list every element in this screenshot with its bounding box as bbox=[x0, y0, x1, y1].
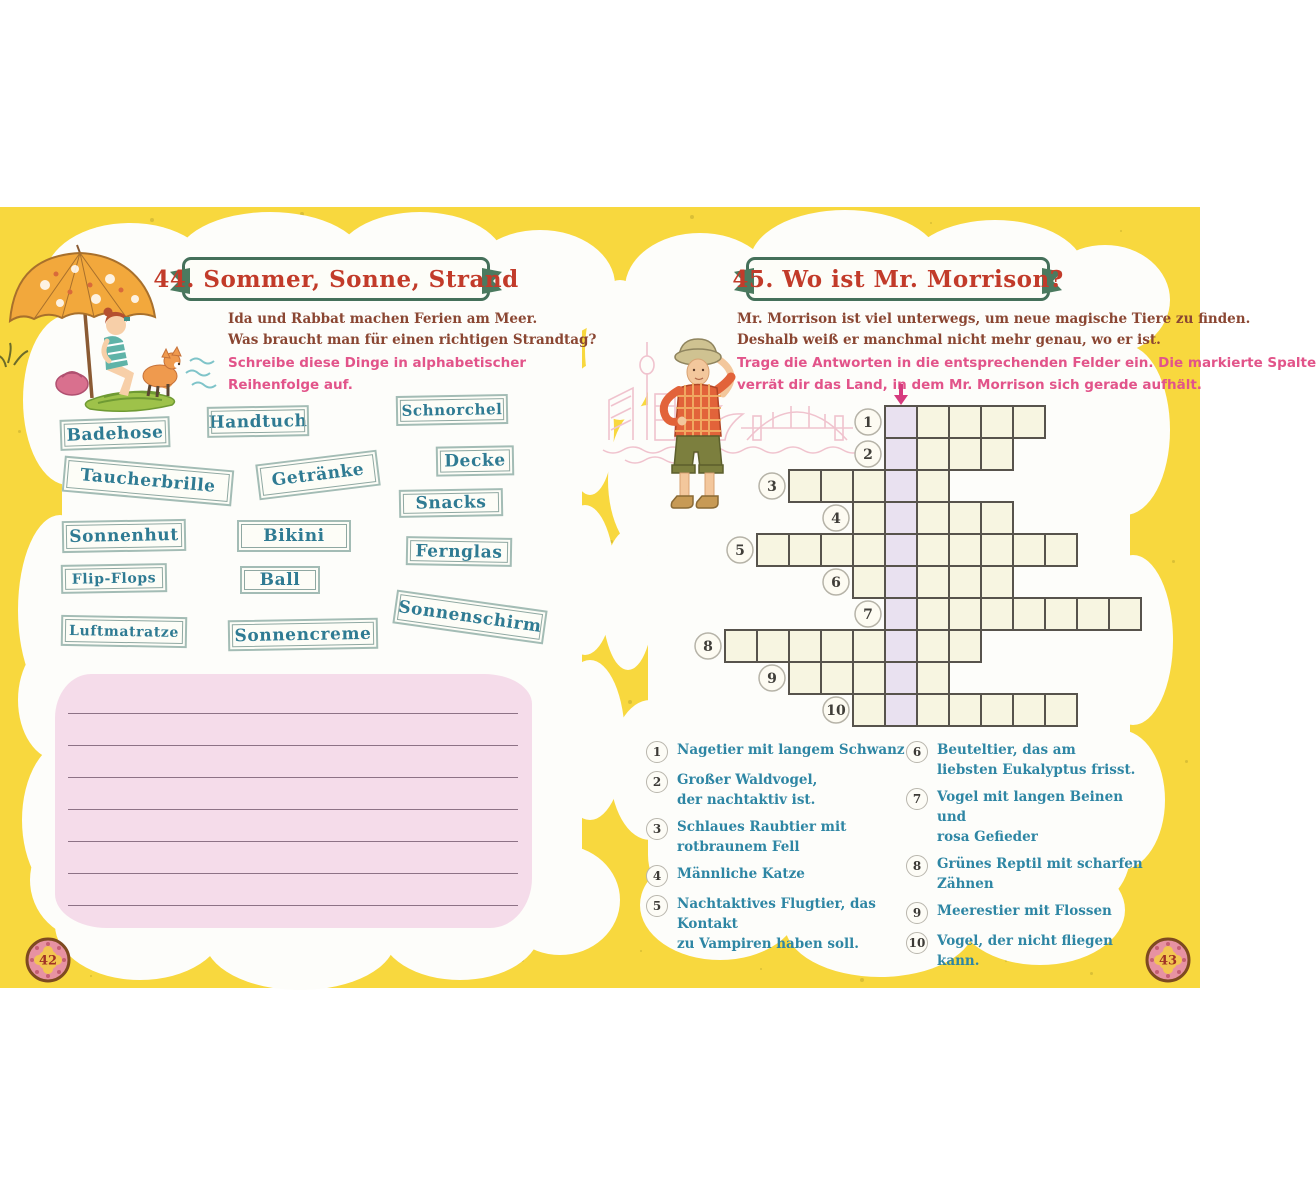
clue-number: 5 bbox=[646, 895, 668, 917]
crossword-cell-r8-c6[interactable] bbox=[885, 630, 917, 662]
clue-text: Grünes Reptil mit scharfen Zähnen bbox=[937, 856, 1143, 892]
crossword-cell-r7-c1[interactable] bbox=[885, 598, 917, 630]
crossword-cell-r3-c3[interactable] bbox=[853, 470, 885, 502]
crossword-cell-r9-c1[interactable] bbox=[789, 662, 821, 694]
crossword-cell-r8-c3[interactable] bbox=[789, 630, 821, 662]
crossword-cell-r10-c4[interactable] bbox=[949, 694, 981, 726]
clue-number: 6 bbox=[906, 741, 928, 763]
clue-item-2 bbox=[646, 770, 908, 810]
clue-text: Männliche Katze bbox=[677, 866, 805, 882]
clue-item-4 bbox=[646, 864, 908, 887]
crossword-cell-r10-c1[interactable] bbox=[853, 694, 885, 726]
crossword-cell-r5-c9[interactable] bbox=[1013, 534, 1045, 566]
word-stamp-label: Sonnenschirm bbox=[397, 597, 543, 637]
crossword-row-number: 5 bbox=[735, 543, 745, 559]
crossword-cell-r8-c8[interactable] bbox=[949, 630, 981, 662]
crossword-cell-r10-c7[interactable] bbox=[1045, 694, 1077, 726]
crossword-cell-r4-c5[interactable] bbox=[981, 502, 1013, 534]
clue-text: Vogel, der nicht fliegen kann. bbox=[937, 933, 1113, 969]
crossword-cell-r8-c4[interactable] bbox=[821, 630, 853, 662]
page-number-badge-left bbox=[24, 936, 72, 984]
crossword-row-number: 8 bbox=[703, 639, 713, 655]
word-stamp-label: Luftmatratze bbox=[68, 622, 180, 640]
crossword-row-number: 7 bbox=[863, 607, 873, 623]
puzzle-45-instruction: Trage die Antworten in die entsprechenden Felder ein. Die markierte Spalte verrät dir das Land, in dem Mr. Morrison sich gerade aufhält. bbox=[737, 355, 1316, 393]
crossword-cell-r7-c4[interactable] bbox=[981, 598, 1013, 630]
crossword-cell-r5-c5[interactable] bbox=[885, 534, 917, 566]
clue-number: 8 bbox=[906, 855, 928, 877]
page-number-right: 43 bbox=[1158, 953, 1178, 969]
crossword-cell-r6-c5[interactable] bbox=[981, 566, 1013, 598]
clue-number: 1 bbox=[646, 741, 668, 763]
crossword-cell-r3-c2[interactable] bbox=[821, 470, 853, 502]
crossword-cell-r6-c1[interactable] bbox=[853, 566, 885, 598]
crossword-cell-r1-c4[interactable] bbox=[981, 406, 1013, 438]
clue-text: Schlaues Raubtier mit rotbraunem Fell bbox=[677, 819, 847, 855]
crossword-cell-r5-c8[interactable] bbox=[981, 534, 1013, 566]
crossword-cell-r4-c1[interactable] bbox=[853, 502, 885, 534]
crossword-cell-r5-c3[interactable] bbox=[821, 534, 853, 566]
crossword-cell-r4-c3[interactable] bbox=[917, 502, 949, 534]
crossword-cell-r2-c4[interactable] bbox=[981, 438, 1013, 470]
puzzle-44-intro: Ida und Rabbat machen Ferien am Meer. Was braucht man für einen richtigen Strandtag? bbox=[228, 311, 597, 348]
clue-item-10 bbox=[906, 931, 1156, 971]
crossword-cell-r8-c7[interactable] bbox=[917, 630, 949, 662]
word-stamp-label: Badehose bbox=[66, 421, 164, 445]
word-stamp-label: Decke bbox=[444, 450, 506, 472]
word-stamp-label: Flip-Flops bbox=[71, 569, 157, 587]
crossword-cell-r5-c2[interactable] bbox=[789, 534, 821, 566]
clue-number: 10 bbox=[906, 932, 928, 954]
crossword-cell-r8-c1[interactable] bbox=[725, 630, 757, 662]
crossword-cell-r5-c10[interactable] bbox=[1045, 534, 1077, 566]
crossword-cell-r5-c6[interactable] bbox=[917, 534, 949, 566]
clue-number: 4 bbox=[646, 865, 668, 887]
word-stamp-label: Sonnencreme bbox=[234, 622, 372, 646]
water-waves-icon bbox=[186, 359, 216, 388]
towel-icon bbox=[85, 392, 174, 411]
clue-item-5 bbox=[646, 894, 908, 954]
crossword-row-number: 4 bbox=[831, 511, 841, 527]
word-stamp-label: Schnorchel bbox=[401, 400, 503, 420]
crossword-cell-r10-c2[interactable] bbox=[885, 694, 917, 726]
crossword-cell-r10-c6[interactable] bbox=[1013, 694, 1045, 726]
page-number-left: 42 bbox=[38, 953, 58, 969]
clue-list-right bbox=[906, 740, 1156, 978]
crossword-cell-r2-c2[interactable] bbox=[917, 438, 949, 470]
crossword-row-number: 3 bbox=[767, 479, 777, 495]
word-stamp-label: Ball bbox=[259, 570, 301, 590]
crossword-row-number: 10 bbox=[826, 703, 846, 719]
crossword-cell-r9-c5[interactable] bbox=[917, 662, 949, 694]
crossword-cell-r3-c1[interactable] bbox=[789, 470, 821, 502]
crossword-cell-r10-c5[interactable] bbox=[981, 694, 1013, 726]
crossword-cell-r7-c3[interactable] bbox=[949, 598, 981, 630]
beach-bag-icon bbox=[56, 373, 88, 395]
crossword-row-number: 1 bbox=[863, 415, 873, 431]
crossword-cell-r7-c8[interactable] bbox=[1109, 598, 1141, 630]
clue-item-9 bbox=[906, 901, 1156, 924]
crossword-cell-r7-c2[interactable] bbox=[917, 598, 949, 630]
crossword-cell-r3-c5[interactable] bbox=[917, 470, 949, 502]
crossword-cell-r9-c4[interactable] bbox=[885, 662, 917, 694]
clue-text: Beuteltier, das am liebsten Eukalyptus frisst. bbox=[937, 742, 1136, 778]
clue-item-1 bbox=[646, 740, 908, 763]
clue-text: Nagetier mit langem Schwanz bbox=[677, 742, 905, 758]
crossword-cell-r10-c3[interactable] bbox=[917, 694, 949, 726]
puzzle-45-title: 45. Wo ist Mr. Morrison? bbox=[732, 265, 1064, 293]
word-stamp-label: Bikini bbox=[263, 526, 325, 546]
clue-list-left bbox=[646, 740, 908, 961]
word-stamp-label: Sonnenhut bbox=[69, 525, 179, 547]
clue-number: 2 bbox=[646, 771, 668, 793]
crossword-cell-r5-c1[interactable] bbox=[757, 534, 789, 566]
crossword-cell-r8-c5[interactable] bbox=[853, 630, 885, 662]
marked-column-arrow-icon bbox=[894, 395, 908, 405]
clue-number: 3 bbox=[646, 818, 668, 840]
clue-item-3 bbox=[646, 817, 908, 857]
clue-number: 9 bbox=[906, 902, 928, 924]
puzzle-45-intro: Mr. Morrison ist viel unterwegs, um neue magische Tiere zu finden. Deshalb weiß er manchmal nicht mehr genau, wo er ist. bbox=[737, 311, 1251, 348]
puzzle-44-instruction: Schreibe diese Dinge in alphabetischer Reihenfolge auf. bbox=[228, 355, 527, 393]
crossword-cell-r3-c4[interactable] bbox=[885, 470, 917, 502]
crossword-cell-r7-c6[interactable] bbox=[1045, 598, 1077, 630]
page-number-badge-right bbox=[1144, 936, 1192, 984]
crossword-cell-r8-c2[interactable] bbox=[757, 630, 789, 662]
puzzle-44-title: 44. Sommer, Sonne, Strand bbox=[153, 265, 519, 293]
word-stamp-label: Snacks bbox=[415, 492, 487, 514]
crossword-row-number: 2 bbox=[863, 447, 873, 463]
crossword-cell-r7-c5[interactable] bbox=[1013, 598, 1045, 630]
crossword-cell-r6-c3[interactable] bbox=[917, 566, 949, 598]
word-stamp-label: Handtuch bbox=[208, 410, 308, 432]
clue-text: Vogel mit langen Beinen und rosa Gefieder bbox=[937, 789, 1124, 845]
clue-item-8 bbox=[906, 854, 1156, 894]
crossword-cell-r1-c2[interactable] bbox=[917, 406, 949, 438]
crossword-cell-r7-c7[interactable] bbox=[1077, 598, 1109, 630]
crossword-row-number: 9 bbox=[767, 671, 777, 687]
crossword-cell-r5-c4[interactable] bbox=[853, 534, 885, 566]
crossword-cell-r4-c4[interactable] bbox=[949, 502, 981, 534]
crossword-cell-r2-c3[interactable] bbox=[949, 438, 981, 470]
beach-girl-illustration bbox=[0, 243, 240, 418]
crossword-cell-r9-c2[interactable] bbox=[821, 662, 853, 694]
crossword-cell-r5-c7[interactable] bbox=[949, 534, 981, 566]
clue-item-6 bbox=[906, 740, 1156, 780]
crossword-cell-r1-c5[interactable] bbox=[1013, 406, 1045, 438]
crossword-cell-r4-c2[interactable] bbox=[885, 502, 917, 534]
crossword-cell-r1-c1[interactable] bbox=[885, 406, 917, 438]
crossword-cell-r6-c4[interactable] bbox=[949, 566, 981, 598]
crossword-row-number: 6 bbox=[831, 575, 841, 591]
crossword-cell-r9-c3[interactable] bbox=[853, 662, 885, 694]
clue-item-7 bbox=[906, 787, 1156, 847]
crossword-cell-r1-c3[interactable] bbox=[949, 406, 981, 438]
crossword-cell-r6-c2[interactable] bbox=[885, 566, 917, 598]
clue-text: Meerestier mit Flossen bbox=[937, 903, 1112, 919]
word-stamp-label: Getränke bbox=[270, 459, 366, 491]
word-stamp-label: Taucherbrille bbox=[79, 465, 217, 497]
clue-number: 7 bbox=[906, 788, 928, 810]
word-stamp-label: Fernglas bbox=[415, 540, 503, 562]
clue-text: Nachtaktives Flugtier, das Kontakt zu Vampiren haben soll. bbox=[677, 896, 876, 952]
crossword-cell-r2-c1[interactable] bbox=[885, 438, 917, 470]
clue-text: Großer Waldvogel, der nachtaktiv ist. bbox=[677, 772, 818, 808]
